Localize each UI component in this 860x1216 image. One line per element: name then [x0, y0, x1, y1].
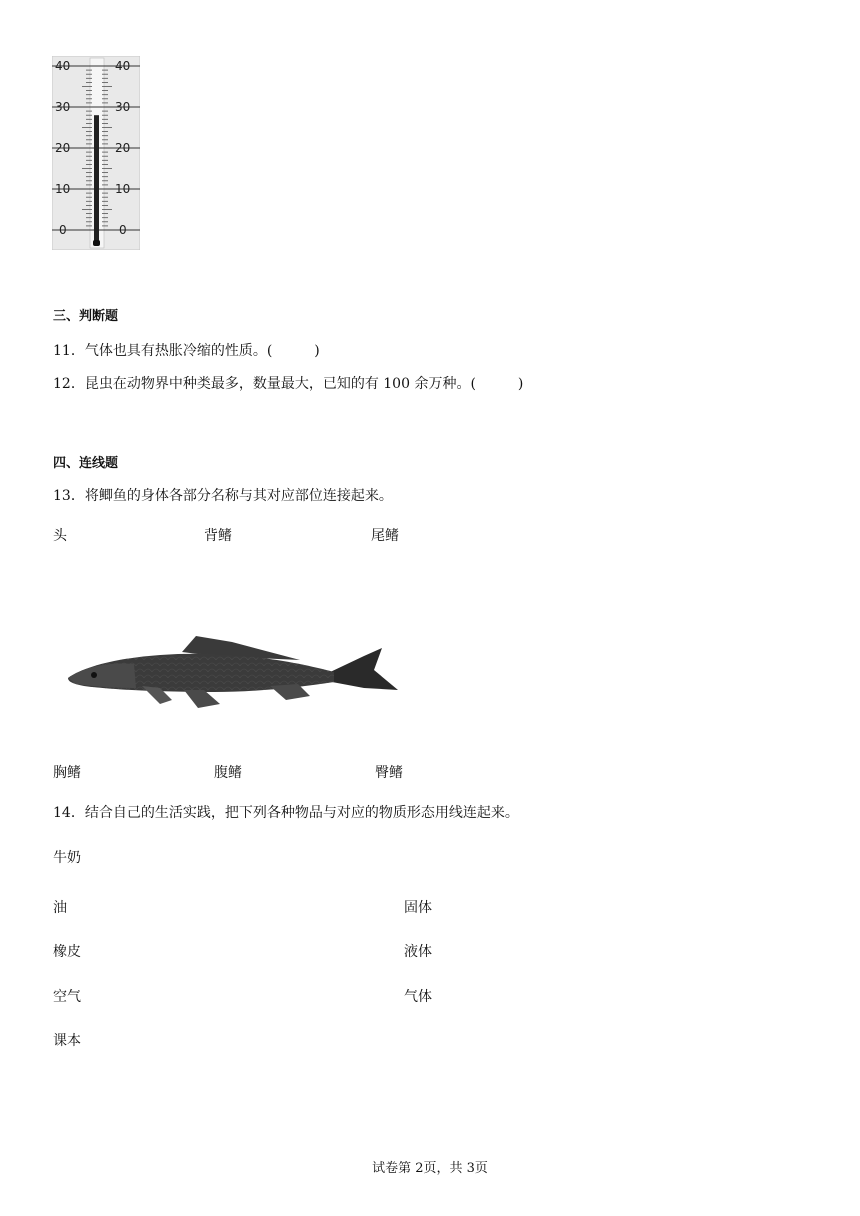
thermometer-image	[52, 56, 140, 250]
scale-label: 40	[55, 59, 71, 73]
page-footer: 试卷第 2页，共 3页	[372, 1161, 488, 1176]
question-text: 结合自己的生活实践，把下列各种物品与对应的物质形态用线连起来。	[84, 805, 519, 821]
matching-item[interactable]: 课本	[53, 1033, 81, 1049]
question-12	[53, 375, 523, 393]
question-text: 气体也具有热胀冷缩的性质。(	[84, 343, 273, 359]
matching-state[interactable]: 液体	[404, 944, 432, 960]
question-number: 11．	[53, 343, 85, 359]
matching-item[interactable]: 油	[53, 900, 67, 916]
fish-part-label[interactable]: 尾鳍	[371, 528, 399, 544]
fish-part-label[interactable]: 臀鳍	[375, 765, 403, 781]
question-text-close: )	[517, 376, 524, 392]
scale-label: 30	[115, 100, 131, 114]
matching-item[interactable]: 空气	[53, 989, 81, 1005]
fish-part-label[interactable]: 头	[53, 528, 67, 544]
scale-label: 30	[55, 100, 71, 114]
matching-state[interactable]: 固体	[404, 900, 432, 916]
section-title: 三、判断题	[53, 309, 119, 324]
question-14	[53, 804, 519, 822]
fish-image	[64, 630, 404, 712]
matching-state[interactable]: 气体	[404, 989, 432, 1005]
scale-label: 10	[115, 182, 131, 196]
scale-label: 10	[55, 182, 71, 196]
section-title: 四、连线题	[53, 456, 119, 471]
scale-label: 20	[55, 141, 71, 155]
question-11	[53, 342, 320, 360]
scale-label: 0	[119, 223, 127, 237]
question-text-close: )	[314, 343, 320, 359]
fish-part-label[interactable]: 背鳍	[204, 528, 232, 544]
fish-part-label[interactable]: 腹鳍	[214, 765, 242, 781]
scale-label: 0	[59, 223, 67, 237]
scale-label: 20	[115, 141, 131, 155]
fish-part-label[interactable]: 胸鳍	[53, 765, 81, 781]
thermometer-liquid-column	[94, 115, 99, 244]
question-text: 将鲫鱼的身体各部分名称与其对应部位连接起来。	[84, 488, 393, 504]
scale-label: 40	[115, 59, 131, 73]
question-text: 昆虫在动物界中种类最多，数量最大，已知的有 100 余万种。(	[84, 376, 476, 392]
question-number: 13．	[53, 488, 85, 504]
question-number: 12．	[53, 376, 85, 392]
question-13	[53, 487, 393, 505]
matching-item[interactable]: 牛奶	[53, 850, 81, 866]
matching-item[interactable]: 橡皮	[53, 944, 81, 960]
question-number: 14．	[53, 805, 85, 821]
